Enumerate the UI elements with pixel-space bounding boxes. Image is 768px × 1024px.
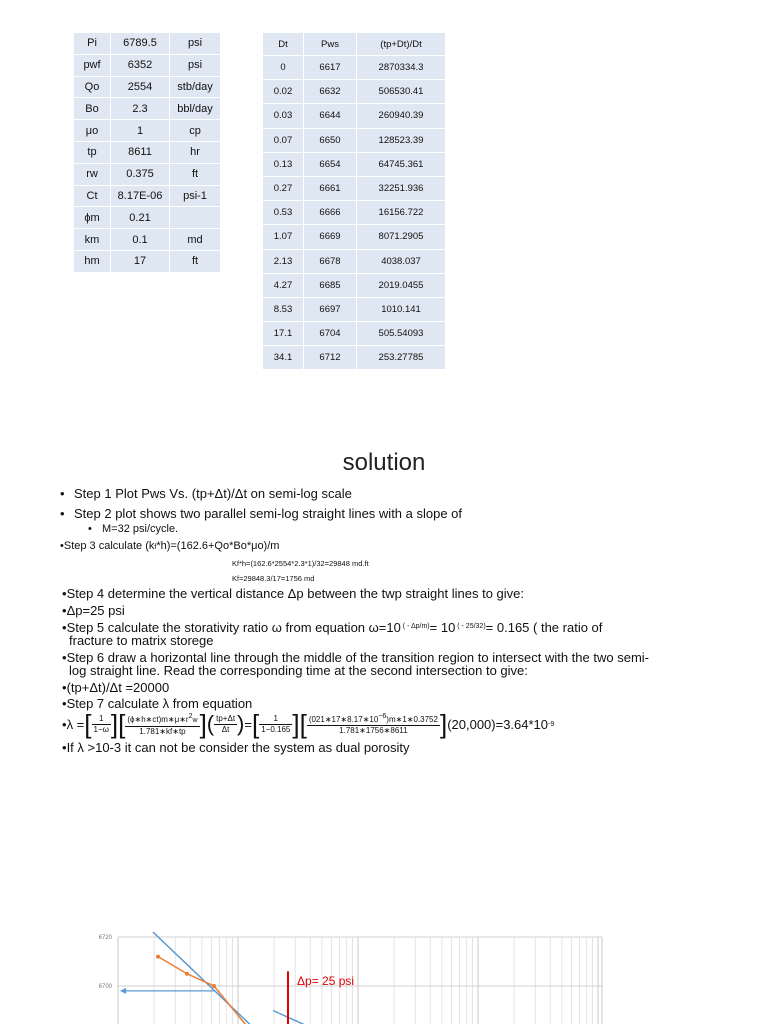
table-row xyxy=(263,80,446,104)
step-3: •Step 3 calculate (kf*h)=(162.6+Qo*Bo*μo)/m xyxy=(60,540,280,552)
parameter-row xyxy=(74,33,221,55)
parameter-value: 6352 xyxy=(111,55,170,77)
parameter-unit xyxy=(170,207,221,229)
parameter-name: pwf xyxy=(74,55,111,77)
table-row xyxy=(263,104,446,128)
fraction-omega-value: $\frac{1}{1-0.165}$ xyxy=(261,713,291,734)
cell-dt: 17.1 xyxy=(263,322,304,346)
step-2: • Step 2 plot shows two parallel semi-log straight lines with a slope of xyxy=(60,506,463,521)
parameter-row xyxy=(74,251,221,273)
step-7: •Step 7 calculate λ from equation xyxy=(62,696,253,711)
table-row xyxy=(263,56,446,80)
cell-pws: 6704 xyxy=(304,322,357,346)
cell-dt: 0.03 xyxy=(263,104,304,128)
fraction-storage: $\frac{(\phi∗h∗ct)m∗\mu∗r^2w}{1.781∗kf∗tp}$ xyxy=(127,712,198,736)
kf-calculation: Kf=29848.3/17=1756 md xyxy=(232,574,315,583)
cell-dt: 0 xyxy=(263,56,304,80)
column-header-dt: Dt xyxy=(263,33,304,56)
parameter-value: 8.17E-06 xyxy=(111,186,170,208)
bullet-icon: • xyxy=(62,603,67,618)
parameter-name: ϕm xyxy=(74,207,111,229)
parameter-row xyxy=(74,142,221,164)
table-row xyxy=(263,298,446,322)
parameter-row xyxy=(74,229,221,251)
table-row xyxy=(263,225,446,249)
time-value: •(tp+Δt)/Δt =20000 xyxy=(62,680,170,695)
cell-pws: 6666 xyxy=(304,201,357,225)
cell-pws: 6685 xyxy=(304,274,357,298)
parameter-row xyxy=(74,207,221,229)
cell-horner-time: 128523.39 xyxy=(357,129,446,153)
cell-horner-time: 253.27785 xyxy=(357,346,446,370)
cell-dt: 0.13 xyxy=(263,153,304,177)
parameter-name: Pi xyxy=(74,33,111,55)
cell-horner-time: 260940.39 xyxy=(357,104,446,128)
column-header-horner-time: (tp+Dt)/Dt xyxy=(357,33,446,56)
table-row xyxy=(263,129,446,153)
parameter-value: 0.375 xyxy=(111,164,170,186)
bullet-icon: • xyxy=(62,680,67,695)
parameter-name: km xyxy=(74,229,111,251)
fraction-time: $\frac{tp+\Delta t}{\Delta t}$ xyxy=(216,713,236,734)
parameter-unit: md xyxy=(170,229,221,251)
parameter-value: 0.1 xyxy=(111,229,170,251)
step-6-continued: log straight line. Read the corresponding time at the second intersection to give: xyxy=(69,663,528,678)
cell-dt: 0.02 xyxy=(263,80,304,104)
lambda-equation: • λ = [ $\frac{1}{1-\omega}$ ] [ $\frac{(\phi∗h∗ct)m∗\mu∗r^2w}{1.781∗kf∗tp}$ ] ( $\frac{tp+\Delta t}{\Delta t}$ ) = [ $\frac{1}{1-0.165}$ ] [ $\frac{(021∗17∗8.17∗10^{-6})m∗1∗0.3752}{1.781∗1756∗8611}$ ] (20,000)=3.64*10 -9 xyxy=(62,709,555,739)
cell-dt: 0.27 xyxy=(263,177,304,201)
parameter-row xyxy=(74,98,221,120)
step-4: •Step 4 determine the vertical distance Δp between the twp straight lines to give: xyxy=(62,586,524,601)
parameter-value: 2.3 xyxy=(111,98,170,120)
cell-horner-time: 2870334.3 xyxy=(357,56,446,80)
cell-pws: 6650 xyxy=(304,129,357,153)
bullet-icon: • xyxy=(62,716,67,732)
parameter-unit: psi-1 xyxy=(170,186,221,208)
pressure-data-table xyxy=(263,33,446,370)
cell-dt: 4.27 xyxy=(263,274,304,298)
cell-pws: 6669 xyxy=(304,225,357,249)
parameter-unit: stb/day xyxy=(170,77,221,99)
cell-horner-time: 64745.361 xyxy=(357,153,446,177)
parameter-unit: psi xyxy=(170,55,221,77)
fraction-omega: $\frac{1}{1-\omega}$ xyxy=(93,713,109,734)
table-row xyxy=(263,153,446,177)
cell-pws: 6712 xyxy=(304,346,357,370)
cell-horner-time: 8071.2905 xyxy=(357,225,446,249)
cell-horner-time: 16156.722 xyxy=(357,201,446,225)
parameter-name: rw xyxy=(74,164,111,186)
parameter-value: 17 xyxy=(111,251,170,273)
delta-p-value: •Δp=25 psi xyxy=(62,603,125,618)
parameter-row xyxy=(74,186,221,208)
step-1: • Step 1 Plot Pws Vs. (tp+Δt)/Δt on semi-log scale xyxy=(60,486,352,501)
cell-pws: 6617 xyxy=(304,56,357,80)
lambda-note: •If λ >10-3 it can not be consider the system as dual porosity xyxy=(62,740,410,755)
cell-pws: 6678 xyxy=(304,250,357,274)
step-5-continued: fracture to matrix storege xyxy=(69,633,214,648)
table-row xyxy=(263,250,446,274)
cell-horner-time: 1010.141 xyxy=(357,298,446,322)
cell-pws: 6644 xyxy=(304,104,357,128)
parameter-name: hm xyxy=(74,251,111,273)
parameter-unit: psi xyxy=(170,33,221,55)
bullet-icon: • xyxy=(62,740,67,755)
bullet-icon: • xyxy=(62,620,67,635)
column-header-pws: Pws xyxy=(304,33,357,56)
parameter-value: 1 xyxy=(111,120,170,142)
table-row xyxy=(263,201,446,225)
cell-horner-time: 32251.936 xyxy=(357,177,446,201)
cell-dt: 0.53 xyxy=(263,201,304,225)
parameter-name: Ct xyxy=(74,186,111,208)
parameter-unit: hr xyxy=(170,142,221,164)
parameter-value: 0.21 xyxy=(111,207,170,229)
cell-dt: 1.07 xyxy=(263,225,304,249)
cell-dt: 34.1 xyxy=(263,346,304,370)
table-row xyxy=(263,274,446,298)
parameter-row xyxy=(74,164,221,186)
arrow-head-icon xyxy=(120,988,126,994)
fraction-storage-value: $\frac{(021∗17∗8.17∗10^{-6})m∗1∗0.3752}{1.781∗1756∗8611}$ xyxy=(308,713,438,735)
parameter-unit: ft xyxy=(170,251,221,273)
bullet-icon: • xyxy=(62,696,67,711)
cell-horner-time: 4038.037 xyxy=(357,250,446,274)
slope-value: • M=32 psi/cycle. xyxy=(88,523,179,535)
parameter-unit: bbl/day xyxy=(170,98,221,120)
y-tick-label: 6720 xyxy=(98,935,112,941)
fit-line-early xyxy=(153,932,260,1024)
parameter-name: Qo xyxy=(74,77,111,99)
parameter-name: μo xyxy=(74,120,111,142)
cell-pws: 6697 xyxy=(304,298,357,322)
cell-pws: 6654 xyxy=(304,153,357,177)
delta-p-annotation: Δp= 25 psi xyxy=(297,974,355,988)
cell-dt: 2.13 xyxy=(263,250,304,274)
data-point xyxy=(212,984,216,988)
data-point xyxy=(156,955,160,959)
parameter-row xyxy=(74,77,221,99)
bullet-icon: • xyxy=(62,650,67,665)
table-row xyxy=(263,177,446,201)
bullet-icon: • xyxy=(60,486,65,501)
cell-pws: 6632 xyxy=(304,80,357,104)
cell-horner-time: 505.54093 xyxy=(357,322,446,346)
table-row xyxy=(263,322,446,346)
y-tick-label: 6700 xyxy=(98,984,112,990)
data-point xyxy=(185,972,189,976)
parameter-value: 6789.5 xyxy=(111,33,170,55)
bullet-icon: • xyxy=(62,586,67,601)
parameter-table xyxy=(74,33,221,273)
solution-title: solution xyxy=(342,449,426,476)
fit-line-late xyxy=(273,1011,325,1024)
cell-horner-time: 2019.0455 xyxy=(357,274,446,298)
parameter-name: tp xyxy=(74,142,111,164)
cell-horner-time: 506530.41 xyxy=(357,80,446,104)
bullet-icon: • xyxy=(60,540,64,552)
table-row xyxy=(263,346,446,370)
cell-dt: 8.53 xyxy=(263,298,304,322)
step-5: •Step 5 calculate the storativity ratio ω from equation ω=10 $^{( - \Delta p/m)}$= 10 $^{( - 25/32)}$= 0.165 ( the ratio of xyxy=(62,620,603,635)
parameter-unit: ft xyxy=(170,164,221,186)
parameter-row xyxy=(74,120,221,142)
parameter-value: 2554 xyxy=(111,77,170,99)
parameter-row xyxy=(74,55,221,77)
parameter-unit: cp xyxy=(170,120,221,142)
semi-log-plot xyxy=(80,925,620,1024)
cell-dt: 0.07 xyxy=(263,129,304,153)
parameter-name: Bo xyxy=(74,98,111,120)
bullet-icon: • xyxy=(88,523,92,535)
bullet-icon: • xyxy=(60,506,65,521)
data-series-line xyxy=(158,957,250,1024)
kf-h-calculation: Kf*h=(162.6*2554*2.3*1)/32=29848 md.ft xyxy=(232,559,369,568)
step-6: •Step 6 draw a horizontal line through the middle of the transition region to intersect with the two semi- xyxy=(62,650,649,665)
cell-pws: 6661 xyxy=(304,177,357,201)
parameter-value: 8611 xyxy=(111,142,170,164)
